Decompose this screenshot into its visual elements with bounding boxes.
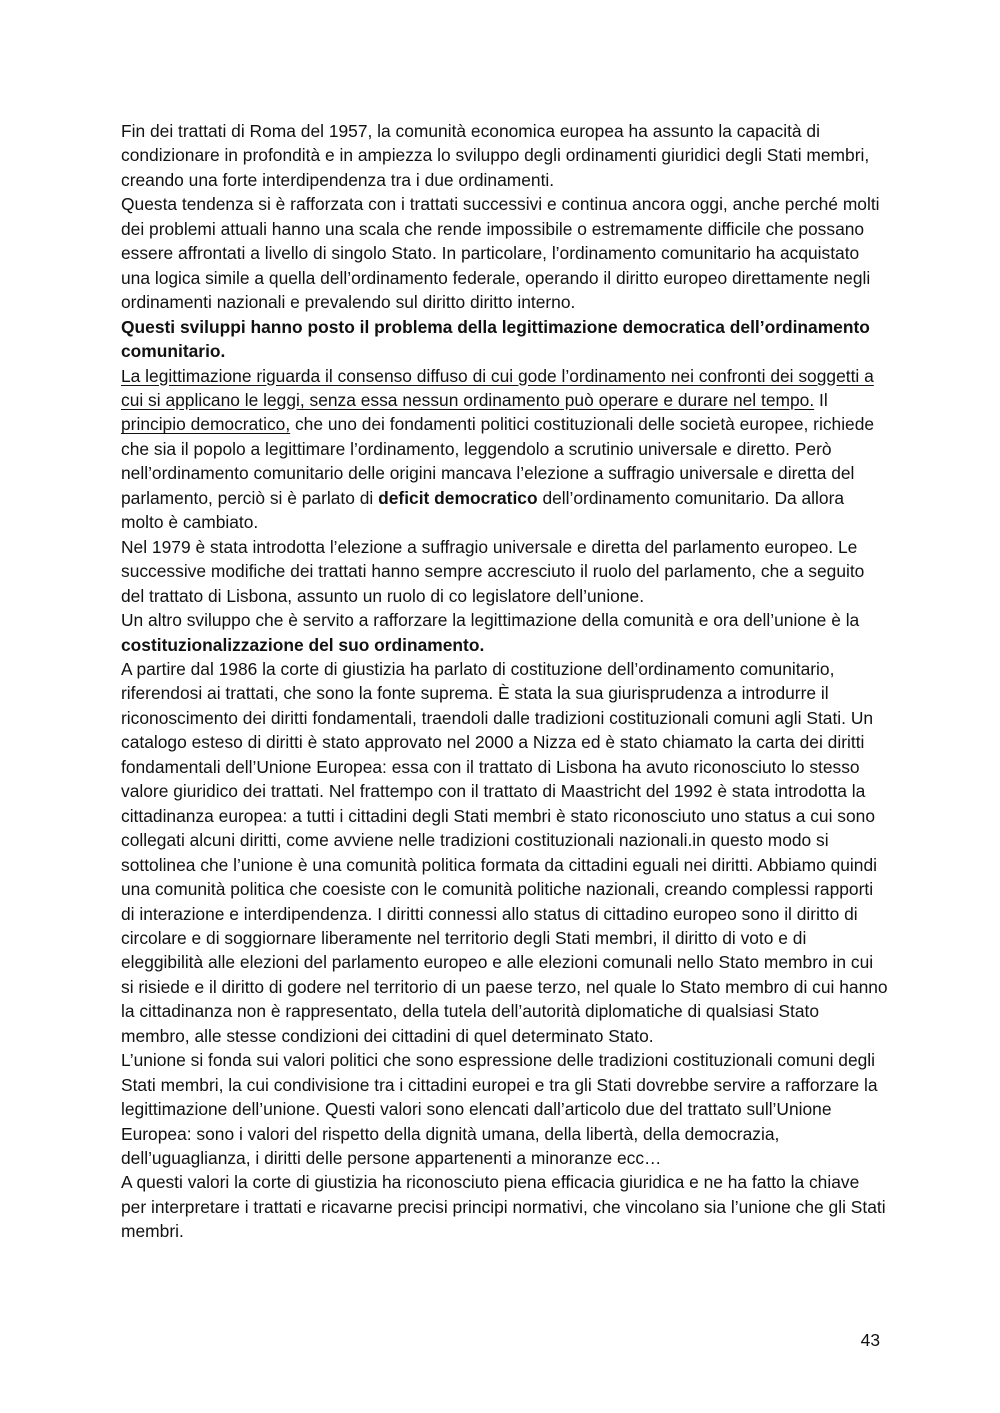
text-body xyxy=(121,119,889,1244)
paragraph-court-of-justice-1986: A partire dal 1986 la corte di giustizia ha parlato di costituzione dell’ordinamento comunitario, riferendosi ai trattati, che sono la fonte suprema. È stata la sua giurisprudenza a introdurre il riconoscimento dei diritti fondamentali, traendoli dalle tradizioni costituzionali comuni agli Stati. Un catalogo esteso di diritti è stato approvato nel 2000 a Nizza ed è stato chiamato la carta dei diritti fondamentali dell’Unione Europea: essa con il trattato di Lisbona ha avuto riconosciuto lo stesso valore giuridico dei trattati. Nel frattempo con il trattato di Maastricht del 1992 è stata introdotta la cittadinanza europea: a tutti i cittadini degli Stati membri è stato riconosciuto uno status a cui sono collegati alcuni diritti, come avviene nelle tradizioni costituzionali nazionali.in questo modo si sottolinea che l’unione è una comunità politica formata da cittadini eguali nei diritti. Abbiamo quindi una comunità politica che coesiste con le comunità politiche nazionali, creando complessi rapporti di interazione e interdipendenza. I diritti connessi allo status di cittadino europeo sono il diritto di circolare e di soggiornare liberamente nel territorio degli Stati membri, il diritto di voto e di eleggibilità alle elezioni del parlamento europeo e alle elezioni comunali nello Stato membro in cui si risiede e il diritto di godere nel territorio di un paese terzo, nel quale lo Stato membro di cui hanno la cittadinanza non è rappresentato, della tutela dell’autorità diplomatiche di qualsiasi Stato membro, alle stesse condizioni dei cittadini di quel determinato Stato. xyxy=(121,658,888,1046)
paragraph-treaties-of-rome: Fin dei trattati di Roma del 1957, la comunità economica europea ha assunto la capacità di condizionare in profondità e in ampiezza lo sviluppo degli ordinamenti giuridici degli Stati membri, creando una forte interdipendenza tra i due ordinamenti. xyxy=(121,121,870,190)
paragraph-1979-election: Nel 1979 è stata introdotta l’elezione a suffragio universale e diretta del parlamento europeo. Le successive modifiche dei trattati hanno sempre accresciuto il ruolo del parlamento, che a seguito del trattato di Lisbona, assunto un ruolo di co legislatore dell’unione. xyxy=(121,536,865,606)
paragraph-legitimation-problem: Questi sviluppi hanno posto il problema della legittimazione democratica dell’ordinamento comunitario. xyxy=(121,316,870,362)
paragraph-union-values: L’unione si fonda sui valori politici che sono espressione delle tradizioni costituzionali comuni degli Stati membri, la cui condivisione tra i cittadini europei e tra gli Stati dovrebbe servire a rafforzare la legittimazione dell’unione. Questi valori sono elencati dall’articolo due del trattato sull’Unione Europea: sono i valori del rispetto della dignità umana, della libertà, della democrazia, dell’uguaglianza, i diritti delle persone appartenenti a minoranze ecc… xyxy=(121,1050,878,1169)
page-number: 43 xyxy=(860,1330,880,1350)
underlined-democratic-principle: principio democratico, xyxy=(121,414,291,435)
paragraph-trend: Questa tendenza si è rafforzata con i trattati successivi e continua ancora oggi, anche perché molti dei problemi attuali hanno una scala che rende impossibile o estremamente difficile che possano essere affrontati a livello di singolo Stato. In particolare, l’ordinamento comunitario ha acquistato una logica simile a quella dell’ordinamento federale, operando il diritto europeo direttamente negli ordinamenti nazionali e prevalendo sul diritto diritto interno. xyxy=(121,194,880,313)
paragraph-legal-efficacy: A questi valori la corte di giustizia ha riconosciuto piena efficacia giuridica e ne ha fatto la chiave per interpretare i trattati e ricavarne precisi principi normativi, che vincolano sia l’unione che gli Stati membri. xyxy=(121,1172,886,1242)
paragraph-legitimation-definition xyxy=(121,364,889,535)
text-segment: Il xyxy=(814,389,828,410)
bold-democratic-deficit: deficit democratico xyxy=(378,487,538,508)
paragraph-constitutionalization xyxy=(121,608,889,657)
text-segment: che uno dei fondamenti politici costituzionali delle società europee, richiede che sia il popolo a legittimare l’ordinamento, leggendolo a scrutinio universale e diretto. Però nell’ordinamento comunitario delle origini mancava l’elezione a suffragio universale e diretta del parlamento, perciò si è parlato di xyxy=(121,414,875,508)
text-segment: Un altro sviluppo che è servito a rafforzare la legittimazione della comunità e ora dell’unione è la xyxy=(121,610,860,631)
bold-constitutionalization: costituzionalizzazione del suo ordinamento. xyxy=(121,634,485,655)
underlined-legitimation-definition: La legittimazione riguarda il consenso diffuso di cui gode l’ordinamento nei confronti dei soggetti a cui si applicano le leggi, senza essa nessun ordinamento può operare e durare nel tempo. xyxy=(121,365,874,410)
text-segment: dell’ordinamento comunitario. Da allora molto è cambiato. xyxy=(121,487,845,533)
